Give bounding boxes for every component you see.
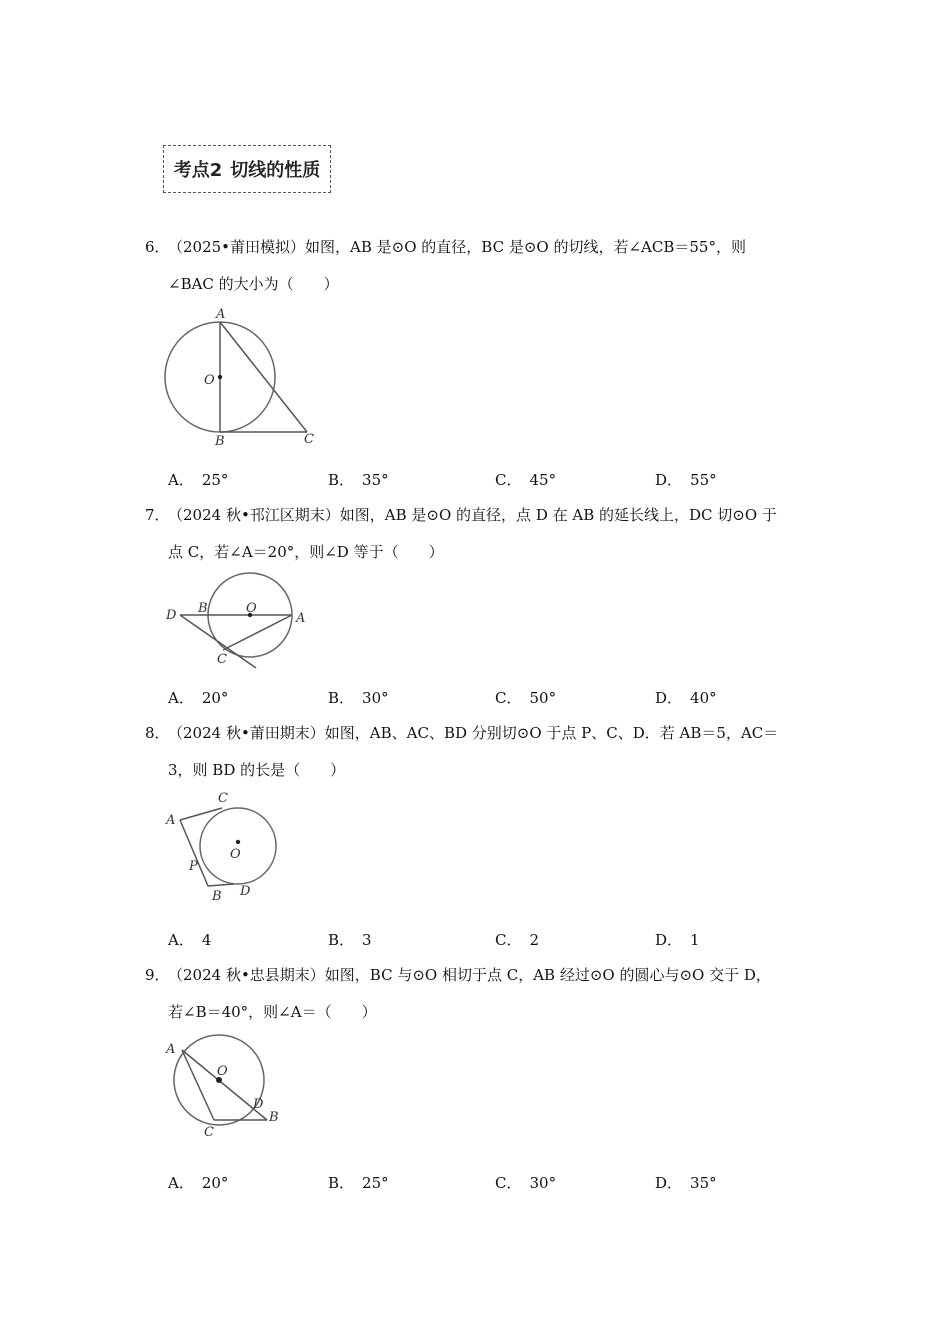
question-7-option-c[interactable]: C． 50°: [495, 689, 557, 707]
section-header: [163, 145, 331, 193]
question-8-option-c[interactable]: C． 2: [495, 931, 540, 949]
question-6-option-c[interactable]: C． 45°: [495, 471, 557, 489]
q9-label-d: D: [253, 1097, 264, 1112]
question-7-option-d[interactable]: D． 40°: [655, 689, 717, 707]
question-7-line1: （2024 秋•邗江区期末）如图，AB 是⊙O 的直径，点 D 在 AB 的延长线上，DC 切⊙O 于: [168, 506, 777, 524]
q9-label-c: C: [204, 1125, 214, 1140]
question-9-option-d[interactable]: D． 35°: [655, 1174, 717, 1192]
q8-label-d: D: [240, 884, 251, 899]
question-8-option-b[interactable]: B． 3: [328, 931, 372, 949]
question-7-figure: [160, 570, 315, 675]
question-7-line2: 点 C，若∠A＝20°，则∠D 等于（ ）: [168, 543, 444, 561]
question-7-number: 7．: [145, 506, 170, 524]
question-8-number: 8．: [145, 724, 170, 742]
question-6-line1: （2025•莆田模拟）如图，AB 是⊙O 的直径，BC 是⊙O 的切线，若∠ACB＝55°，则: [168, 238, 746, 256]
question-7-option-b[interactable]: B． 30°: [328, 689, 389, 707]
question-8-line2: 3，则 BD 的长是（ ）: [168, 761, 346, 779]
question-7-option-a[interactable]: A． 20°: [168, 689, 229, 707]
section-title: 切线的性质: [230, 160, 321, 181]
q9-label-o: O: [217, 1064, 228, 1079]
question-6-figure: [160, 305, 330, 450]
q6-label-b: B: [215, 434, 225, 449]
q8-label-p: P: [189, 859, 198, 874]
q6-label-o: O: [204, 373, 215, 388]
question-6-option-b[interactable]: B． 35°: [328, 471, 389, 489]
question-6-option-a[interactable]: A． 25°: [168, 471, 229, 489]
question-6-option-d[interactable]: D． 55°: [655, 471, 717, 489]
q7-label-o: O: [246, 601, 257, 616]
q7-label-a: A: [296, 611, 306, 626]
question-9-number: 9．: [145, 966, 170, 984]
question-9-option-c[interactable]: C． 30°: [495, 1174, 557, 1192]
q6-label-c: C: [304, 432, 314, 447]
q8-label-c: C: [218, 791, 228, 806]
question-8-option-d[interactable]: D． 1: [655, 931, 700, 949]
question-9-option-b[interactable]: B． 25°: [328, 1174, 389, 1192]
q9-label-b: B: [269, 1110, 279, 1125]
question-6-line2: ∠BAC 的大小为（ ）: [168, 275, 339, 293]
q8-label-b: B: [212, 889, 222, 904]
q7-label-c: C: [217, 652, 227, 667]
q8-label-a: A: [166, 813, 176, 828]
question-8-line1: （2024 秋•莆田期末）如图，AB、AC、BD 分别切⊙O 于点 P、C、D．若 AB＝5，AC＝: [168, 724, 779, 742]
q7-label-b: B: [198, 601, 208, 616]
q7-label-d: D: [166, 608, 177, 623]
question-9-option-a[interactable]: A． 20°: [168, 1174, 229, 1192]
question-8-figure: [160, 788, 290, 908]
question-9-line1: （2024 秋•忠县期末）如图，BC 与⊙O 相切于点 C，AB 经过⊙O 的圆心与⊙O 交于 D，: [168, 966, 771, 984]
question-9-figure: [160, 1035, 290, 1145]
q6-label-a: A: [216, 307, 226, 322]
question-9-line2: 若∠B＝40°，则∠A＝（ ）: [168, 1003, 377, 1021]
q8-label-o: O: [230, 847, 241, 862]
question-6-number: 6．: [145, 238, 170, 256]
section-label: 考点2: [173, 160, 223, 181]
question-8-option-a[interactable]: A． 4: [168, 931, 212, 949]
q9-label-a: A: [166, 1042, 176, 1057]
